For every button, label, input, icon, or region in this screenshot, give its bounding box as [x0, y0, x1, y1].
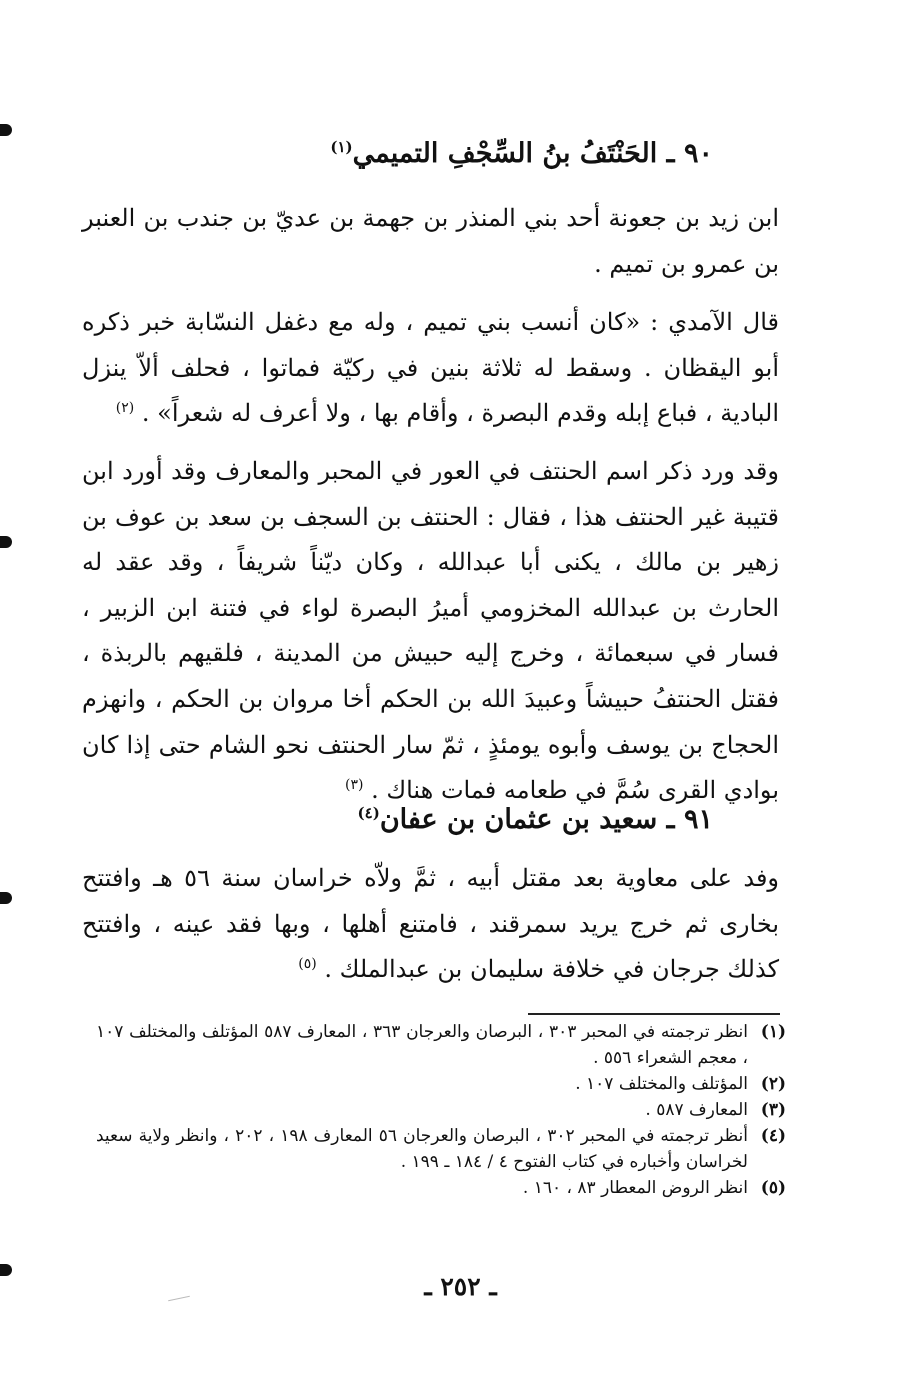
page-number: ـ ٢٥٢ ـ	[424, 1272, 497, 1301]
footnote-number: (٣)	[760, 1100, 786, 1120]
entry-90-heading	[330, 138, 713, 169]
footnote-2	[96, 1071, 786, 1097]
footnote-number: (١)	[760, 1022, 786, 1042]
footnote-ref: (٢)	[115, 400, 135, 417]
paragraph-text: وقد ورد ذكر اسم الحنتف في العور في المحبر والمعارف وقد أورد ابن قتيبة غير الحنتف هذا ، فقال : الحنتف بن السجف بن سعد بن عوف بن زهير بن مالك ، يكنى أبا عبدالله ، وكان ديّناً شريفاً ، وقد عقد له الحارث بن عبدالله المخزومي أميرُ البصرة لواء في فتنة ابن الزبير ، فسار في سبعمائة ، وخرج إليه حبيش من المدينة ، فلقيهم بالربذة ، فقتل الحنتفُ حبيشاً وعبيدَ الله بن الحكم أخا مروان بن الحكم ، وانهزم الحجاج بن يوسف وأبوه يومئذٍ ، ثمّ سار الحنتف نحو الشام حتى إذا كان بوادي القرى سُمَّ في طعامه فمات هناك .	[82, 457, 779, 805]
footnotes	[96, 1019, 786, 1201]
scan-edge-mark	[0, 536, 12, 548]
entry-91-heading	[358, 804, 713, 835]
footnote-text: المعارف ٥٨٧ .	[645, 1100, 748, 1120]
entry-90-amidi-quote-paragraph	[82, 300, 779, 437]
footnote-5	[96, 1175, 786, 1201]
entry-90-title: ٩٠ ـ الحَنْتَفُ بنُ السِّجْفِ التميمي	[352, 138, 713, 169]
footnote-3	[96, 1097, 786, 1123]
footnote-1	[96, 1019, 786, 1071]
entry-91-title-footnote-ref: (٤)	[357, 804, 380, 822]
entry-91-title: ٩١ ـ سعيد بن عثمان بن عفان	[379, 804, 713, 835]
footnote-text: انظر ترجمته في المحبر ٣٠٣ ، البرصان والعرجان ٣٦٣ ، المعارف ٥٨٧ المؤتلف والمختلف ١٠٧ ، معجم الشعراء ٥٥٦ .	[96, 1022, 748, 1068]
scan-edge-mark	[0, 124, 12, 136]
entry-90-title-footnote-ref: (١)	[330, 138, 353, 156]
footnote-ref: (٣)	[344, 777, 364, 794]
footnote-text: أنظر ترجمته في المحبر ٣٠٢ ، البرصان والعرجان ٥٦ المعارف ١٩٨ ، ٢٠٢ ، وانظر ولاية سعيد لخراسان وأخباره في كتاب الفتوح ٤ / ١٨٤ ـ ١٩٩ .	[96, 1126, 748, 1172]
footnote-4	[96, 1123, 786, 1175]
footnote-number: (٤)	[760, 1126, 786, 1146]
entry-90-lineage-paragraph	[82, 196, 779, 287]
footnote-ref: (٥)	[298, 956, 317, 973]
footnote-text: انظر الروض المعطار ٨٣ ، ١٦٠ .	[522, 1178, 748, 1198]
footnote-separator	[528, 1013, 780, 1015]
scan-edge-mark	[0, 892, 12, 904]
entry-91-biography-paragraph	[82, 856, 779, 993]
paragraph-text: وفد على معاوية بعد مقتل أبيه ، ثمَّ ولاّه خراسان سنة ٥٦ هـ وافتتح بخارى ثم خرج يريد سمرقند ، فامتنع أهلها ، وبها فقد عينه ، وافتتح كذلك جرجان في خلافة سليمان بن عبدالملك .	[82, 864, 780, 984]
footnote-text: المؤتلف والمختلف ١٠٧ .	[575, 1074, 748, 1094]
footnote-number: (٥)	[760, 1178, 786, 1198]
paragraph-text: ابن زيد بن جعونة أحد بني المنذر بن جهمة بن عديّ بن جندب بن العنبر بن عمرو بن تميم .	[82, 204, 779, 278]
footnote-number: (٢)	[760, 1074, 786, 1094]
paragraph-text: قال الآمدي : «كان أنسب بني تميم ، وله مع دغفل النسّابة خبر ذكره أبو اليقظان . وسقط له ثلاثة بنين في ركيّة فماتوا ، فحلف ألاّ ينزل البادية ، فباع إبله وقدم البصرة ، وأقام بها ، ولا أعرف له شعراً» .	[82, 308, 779, 428]
entry-90-biography-paragraph	[82, 449, 779, 814]
